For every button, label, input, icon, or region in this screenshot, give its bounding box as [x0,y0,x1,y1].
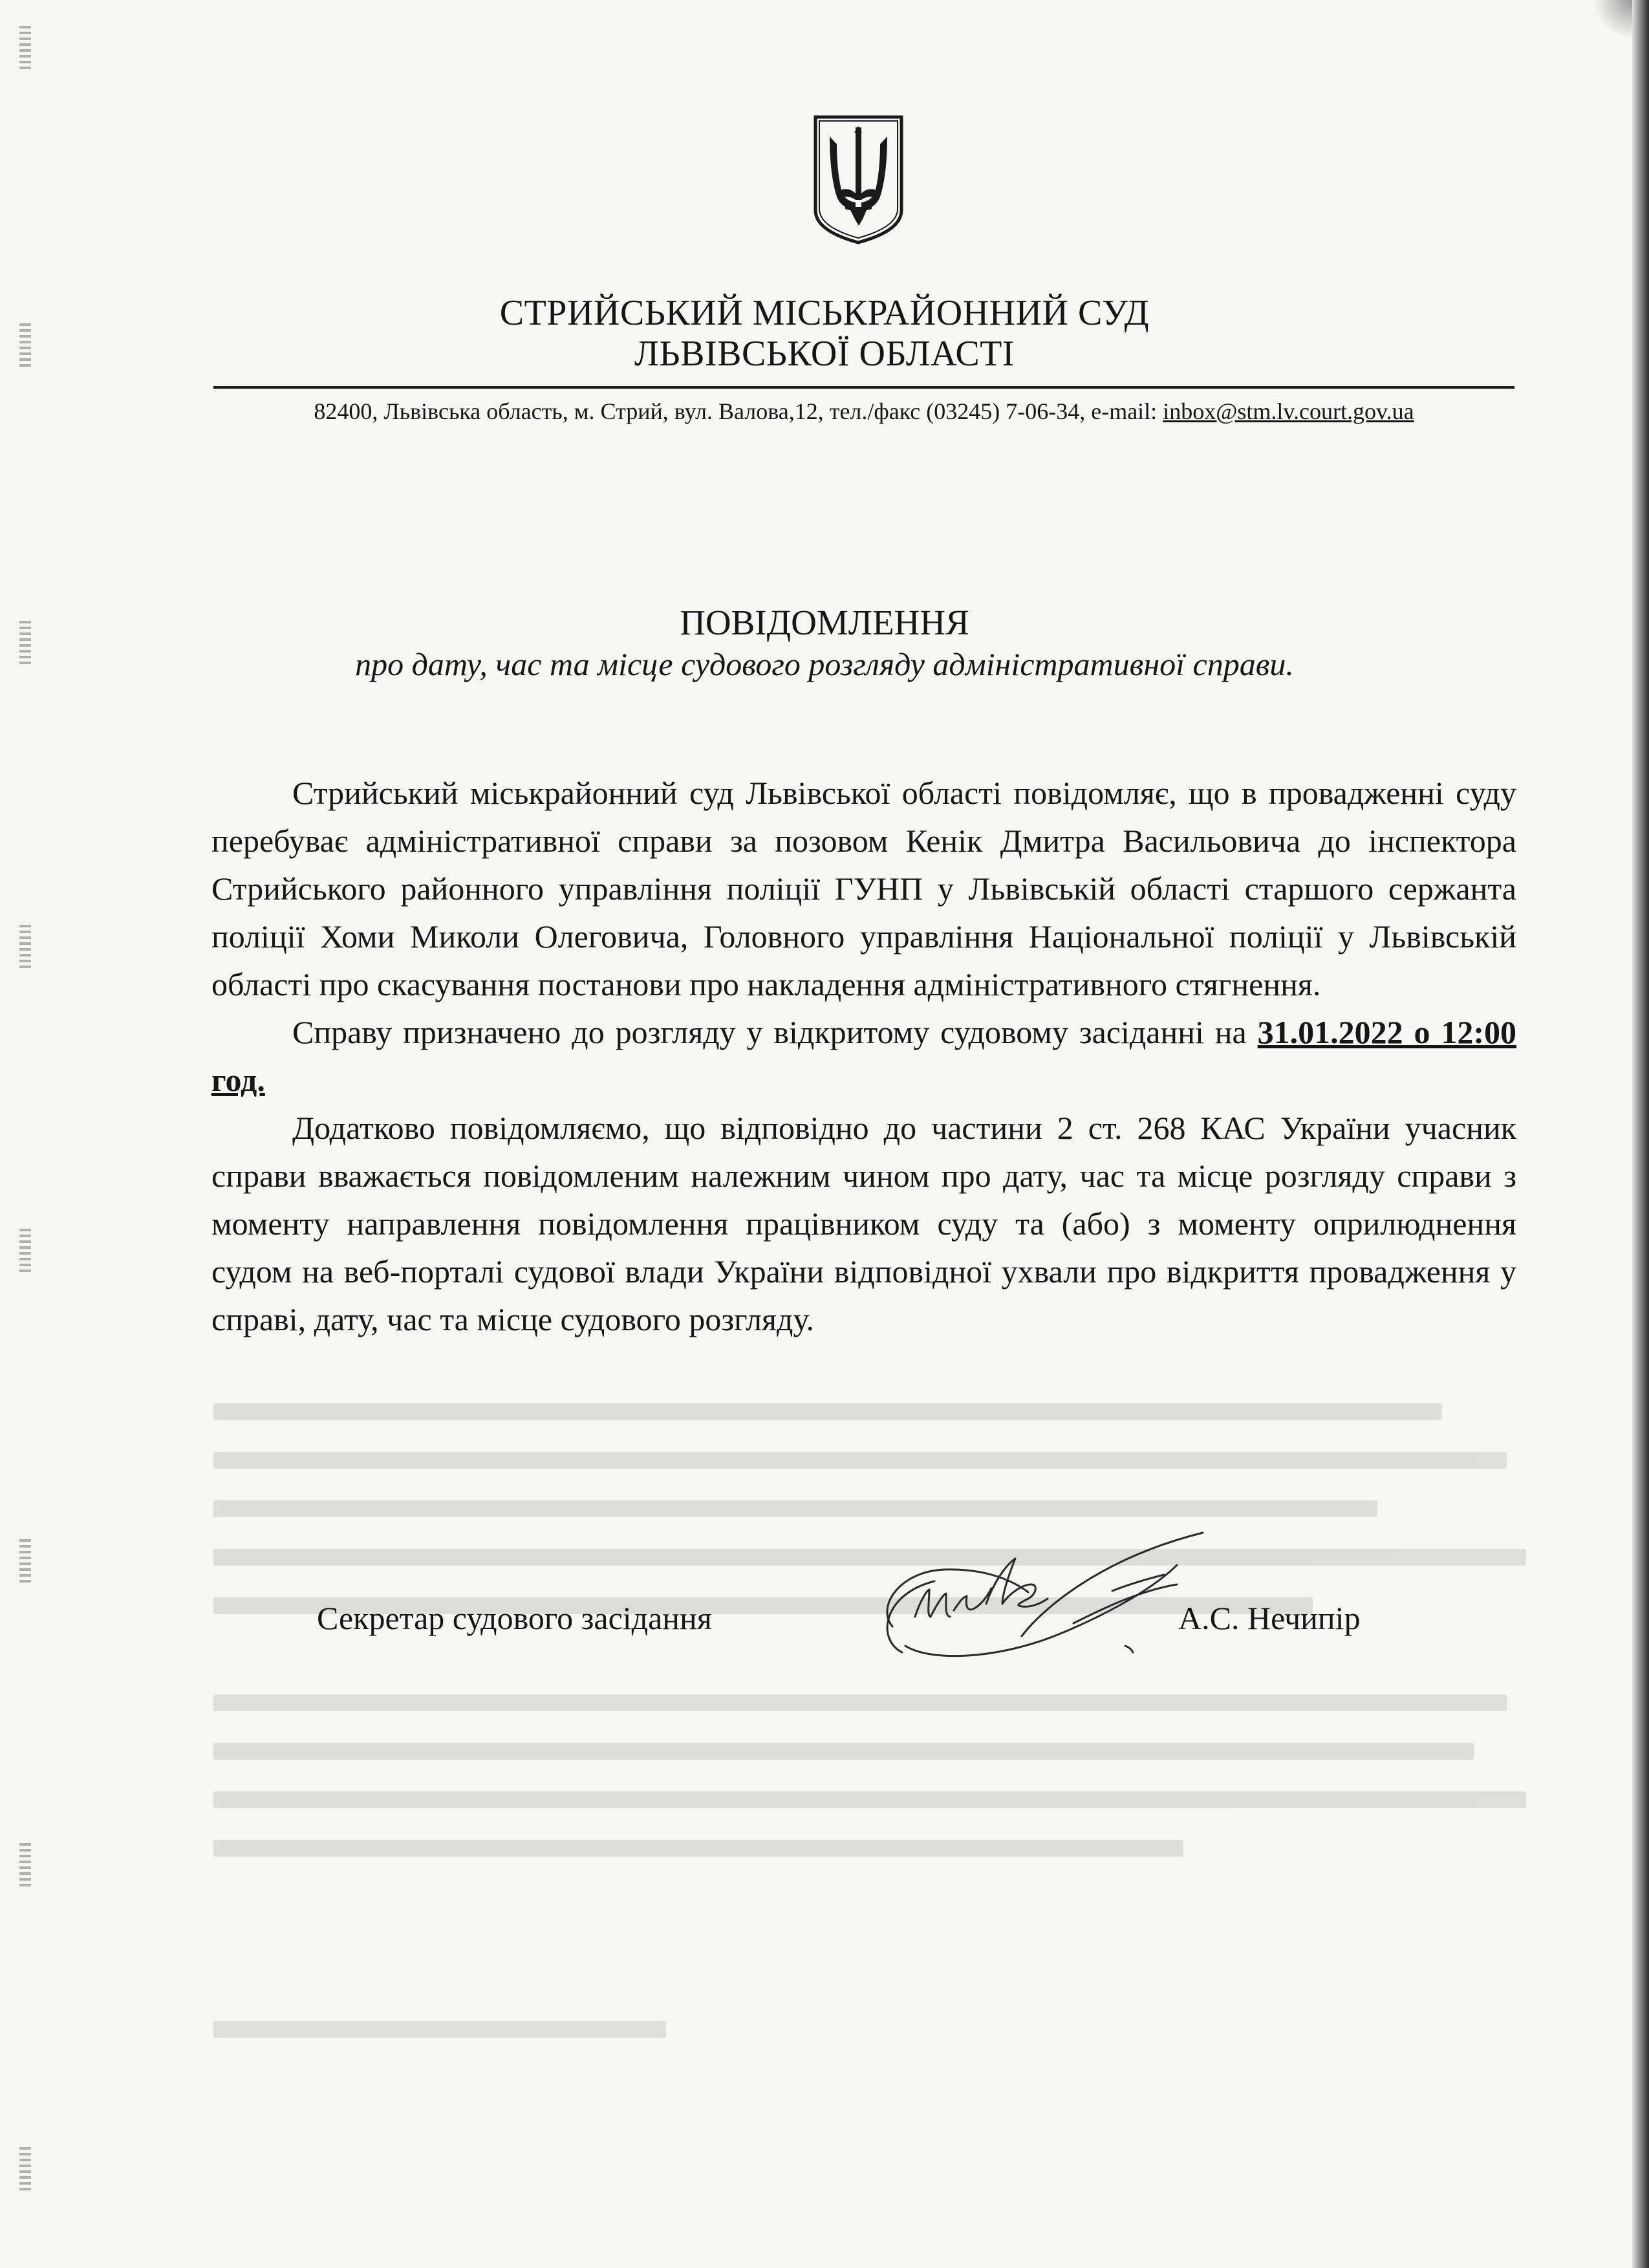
notice-subtitle: про дату, час та місце судового розгляду адміністративної справи. [355,646,1294,682]
notice-body [211,769,1516,1343]
court-name-line2: ЛЬВІВСЬКОЇ ОБЛАСТІ [634,334,1015,374]
paragraph-hearing-date [211,1008,1516,1104]
binder-mark [19,925,31,970]
trident-emblem-icon [812,113,905,246]
address-text: 82400, Львівська область, м. Стрий, вул. Валова,12, тел./факс (03245) 7-06-34, e-mail: [314,398,1163,424]
paragraph-case-description: Стрийський міськрайонний суд Львівської області повідомляє, що в провадженні суду перебуває адміністративної справи за позовом Кенік Дмитра Васильовича до інспектора Стрийського районного управління поліції ГУНП у Львівській області старшого сержанта поліції Хоми Миколи Олеговича, Головного управління Національної поліції у Львівській області про скасування постанови про накладення адміністративного стягнення. [211,775,1516,1002]
reverse-side-bleed [213,1403,1539,2050]
hearing-text: Справу призначено до розгляду у відкритому судовому засіданні на [292,1014,1258,1050]
court-name-line1: СТРИЙСЬКИЙ МІСЬКРАЙОННИЙ СУД [499,293,1150,333]
paragraph-additional-info: Додатково повідомляємо, що відповідно до частини 2 ст. 268 КАС України учасник справи вважається повідомленим належним чином про дату, час та місце розгляду справи з моменту направлення повідомлення працівником суду та (або) з моменту оприлюднення судом на веб-порталі судової влади України відповідної ухвали про відкриття провадження у справі, дату, час та місце судового розгляду. [211,1110,1516,1337]
notice-title: ПОВІДОМЛЕННЯ [680,603,969,642]
court-address [213,396,1514,427]
signatory-role: Секретар судового засідання [317,1600,712,1636]
binder-mark [19,1229,31,1274]
hearing-date: 31.01.2022 о 12:00 год. [211,1014,1516,1098]
binder-mark [19,26,31,71]
scan-corner-shadow [1593,0,1632,39]
binder-mark [19,1843,31,1888]
binder-mark [19,2147,31,2192]
signatory-name: А.С. Нечипір [1178,1600,1361,1636]
binder-mark [19,1539,31,1584]
header-divider [213,386,1514,389]
email-link[interactable]: inbox@stm.lv.court.gov.ua [1163,398,1414,424]
